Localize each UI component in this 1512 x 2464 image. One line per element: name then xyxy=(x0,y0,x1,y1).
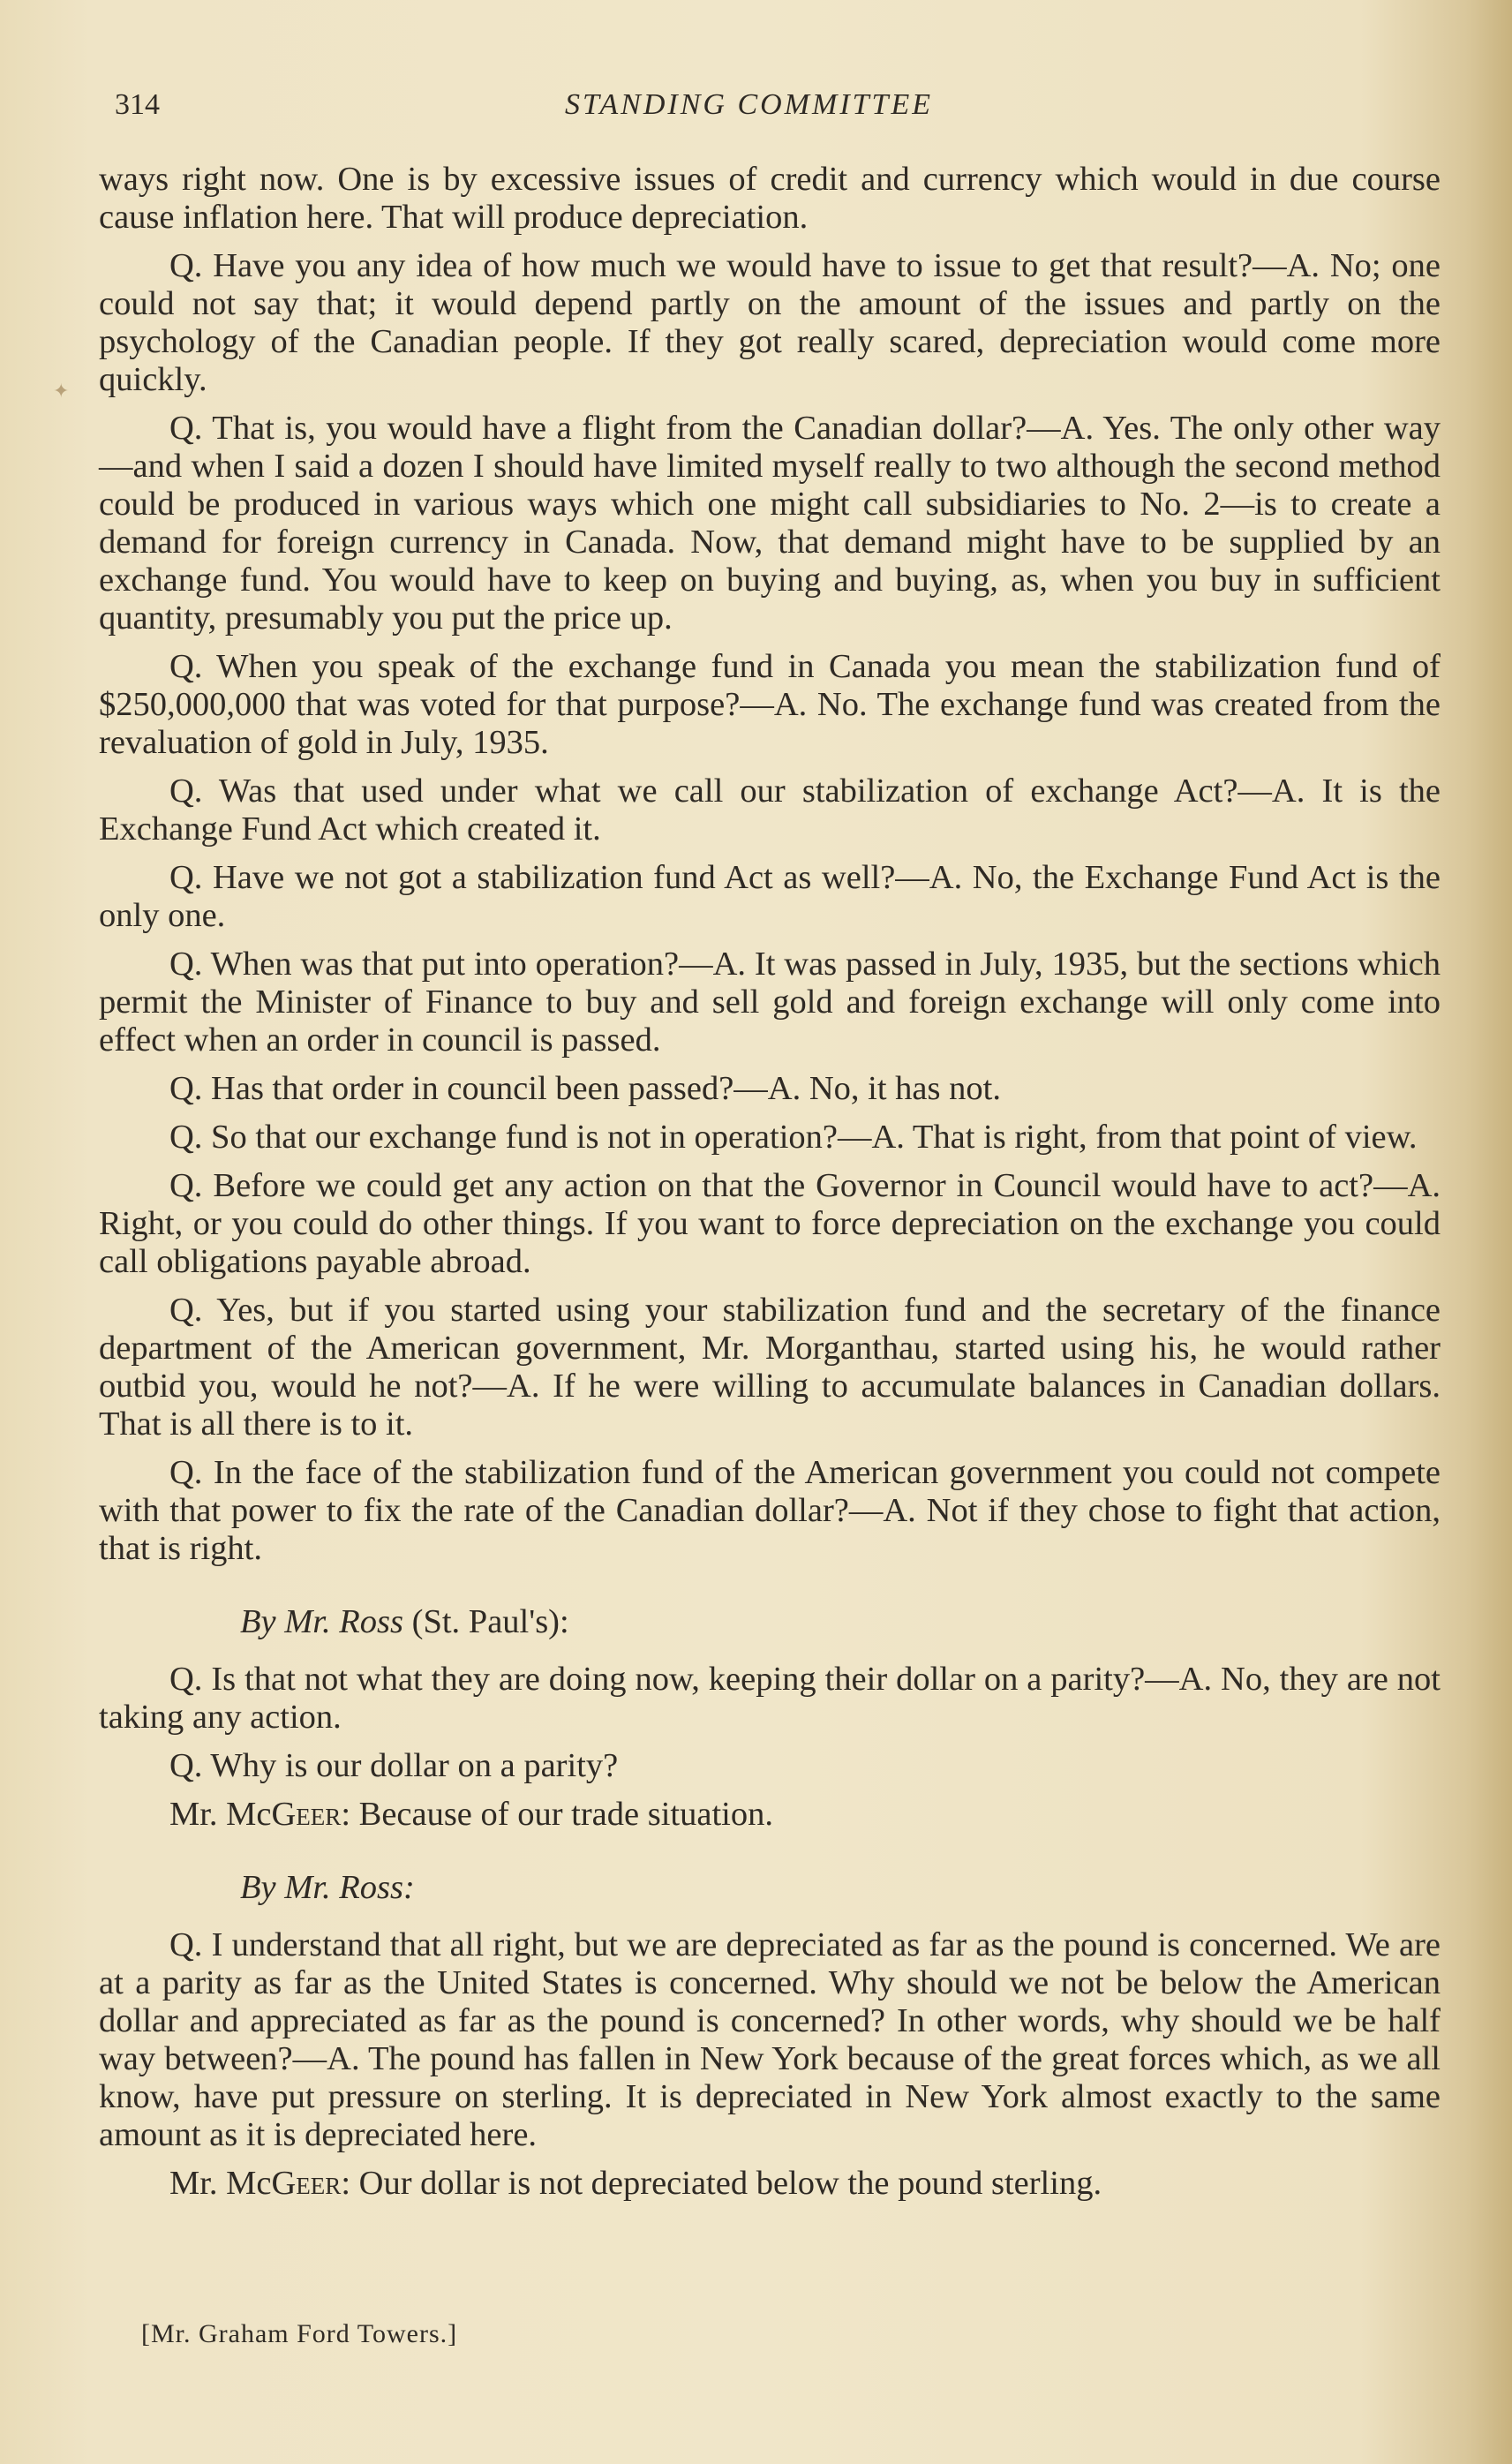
paragraph-8: Q. Has that order in council been passed?—A. No, it has not. xyxy=(169,1070,1001,1107)
page-number: 314 xyxy=(115,88,160,121)
paragraph-15: Q. I understand that all right, but we are depreciated as far as the pound is concerned. We are at a parity as far as the United States is concerned. Why should we not be below the American dollar and appreciated as far as the pound is concerned? In other words, why should we be half way between?—A. The pound has fallen in New York because of the great forces which, as we all know, have put pressure on sterling. It is depreciated in New York almost exactly to the same amount as it is depreciated here. xyxy=(99,1926,1441,2153)
paragraph-14: Q. Why is our dollar on a parity? xyxy=(169,1747,619,1784)
paragraph-7: Q. When was that put into operation?—A. It was passed in July, 1935, but the sections which permit the Minister of Finance to buy and sell gold and foreign exchange will only come into effect when an order in council is passed. xyxy=(99,946,1441,1059)
paragraph-2: Q. Have you any idea of how much we would have to issue to get that result?—A. No; one could not say that; it would depend partly on the amount of the issues and partly on the psychology of the Canadian people. If they got really scared, depreciation would come more quickly. xyxy=(99,247,1441,398)
page-body xyxy=(99,161,1441,2213)
remark-text: : Our dollar is not depreciated below the pound sterling. xyxy=(341,2165,1102,2202)
paragraph-6: Q. Have we not got a stabilization fund Act as well?—A. No, the Exchange Fund Act is the only one. xyxy=(99,859,1441,934)
witness-note: [Mr. Graham Ford Towers.] xyxy=(141,2319,458,2348)
paragraph-12: Q. In the face of the stabilization fund of the American government you could not compete with that power to fix the rate of the Canadian dollar?—A. Not if they chose to fight that action, that is right. xyxy=(99,1454,1441,1567)
mcgeer-remark-2 xyxy=(99,2165,1441,2203)
paragraph-4: Q. When you speak of the exchange fund in Canada you mean the stabilization fund of $250,000,000 that was voted for that purpose?—A. No. The exchange fund was created from the revaluation of gold in July, 1935. xyxy=(99,648,1441,761)
paper-stain-icon: ✦ xyxy=(53,380,70,402)
speaker-name-rest: Geer xyxy=(271,2165,342,2202)
remark-text: : Because of our trade situation. xyxy=(341,1796,773,1833)
paragraph-5: Q. Was that used under what we call our stabilization of exchange Act?—A. It is the Exchange Fund Act which created it. xyxy=(99,772,1441,848)
mcgeer-remark-1 xyxy=(99,1796,1441,1834)
speaker-name-prefix: Mr. Mc xyxy=(169,2165,272,2202)
section-heading-ross-st-pauls xyxy=(240,1603,1441,1641)
heading-by: By Mr. Ross xyxy=(240,1603,403,1640)
section-heading-ross xyxy=(240,1869,1441,1907)
speaker-name-prefix: Mr. Mc xyxy=(169,1796,272,1833)
paragraph-9: Q. So that our exchange fund is not in operation?—A. That is right, from that point of view. xyxy=(169,1119,1418,1156)
speaker-name-rest: Geer xyxy=(271,1796,342,1833)
paragraph-11: Q. Yes, but if you started using your stabilization fund and the secretary of the finance department of the American government, Mr. Morganthau, started using his, he would rather outbid you, would he not?—A. If he were willing to accumulate balances in Canadian dollars. That is all there is to it. xyxy=(99,1292,1441,1443)
paragraph-13: Q. Is that not what they are doing now, keeping their dollar on a parity?—A. No, they are not taking any action. xyxy=(99,1661,1441,1736)
paragraph-1: ways right now. One is by excessive issues of credit and currency which would in due course cause inflation here. That will produce depreciation. xyxy=(99,161,1441,236)
heading-place: (St. Paul's): xyxy=(411,1603,569,1640)
paragraph-10: Q. Before we could get any action on that the Governor in Council would have to act?—A. Right, or you could do other things. If you want to force depreciation on the exchange you could call obligations payable abroad. xyxy=(99,1167,1441,1280)
heading-by: By Mr. Ross: xyxy=(240,1869,415,1906)
page-header xyxy=(0,88,1512,132)
paragraph-3: Q. That is, you would have a flight from the Canadian dollar?—A. Yes. The only other way—and when I said a dozen I should have limited myself really to two although the second method could be produced in various ways which one might call subsidiaries to No. 2—is to create a demand for foreign currency in Canada. Now, that demand might have to be supplied by an exchange fund. You would have to keep on buying and buying, as, when you buy in sufficient quantity, presumably you put the price up. xyxy=(99,410,1441,637)
running-head: STANDING COMMITTEE xyxy=(565,88,933,121)
